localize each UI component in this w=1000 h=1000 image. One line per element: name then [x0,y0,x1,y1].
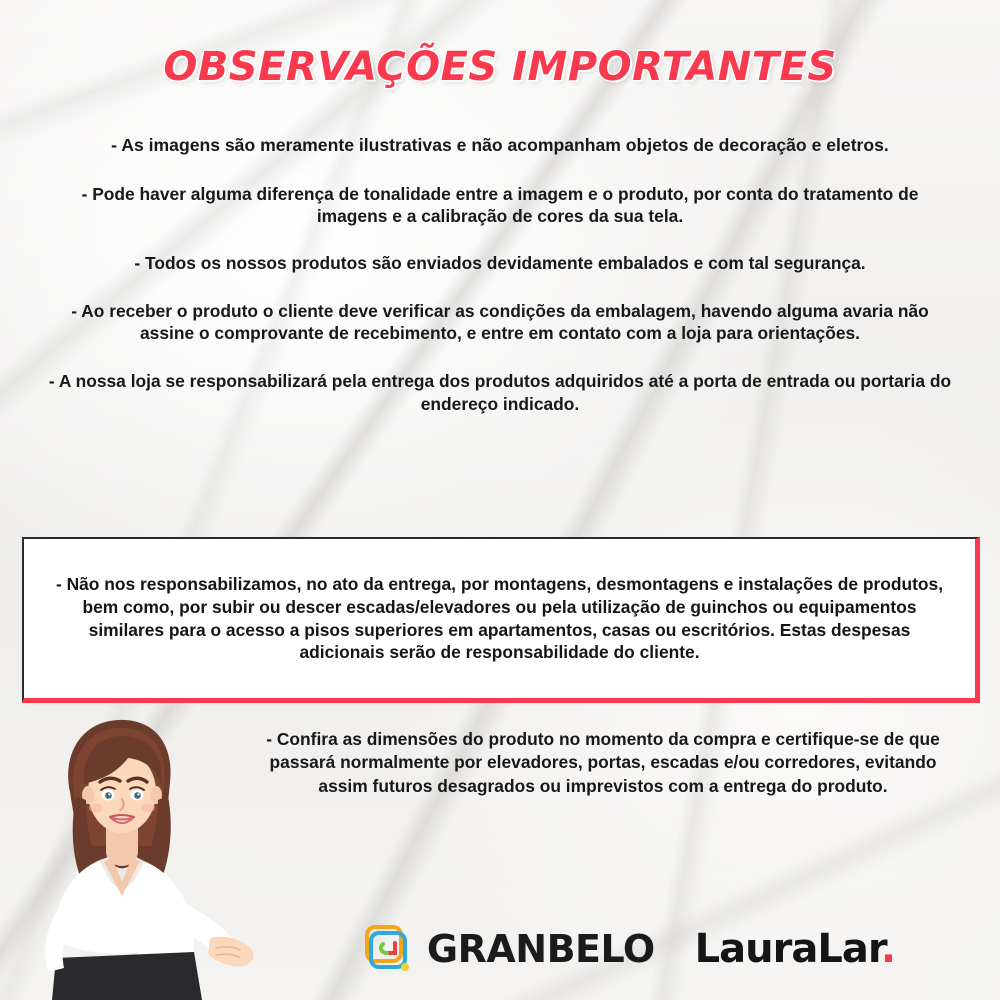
page-title: OBSERVAÇÕES IMPORTANTES [163,44,837,90]
granbelo-mark-icon [365,923,415,975]
highlight-text: - Não nos responsabilizamos, no ato da entrega, por montagens, desmontagens e instalações de produtos, bem como, por subir ou descer escadas/elevadores ou pela utilização de guinchos ou equipamentos similares para o acesso a pisos superiores em apartamentos, casas ou escritórios. Estas despesas adicionais serão de responsabilidade do cliente. [55,573,944,663]
lauralar-wordmark: LauraLar [694,926,881,972]
granbelo-wordmark: GRANBELO [426,927,655,971]
note-item: - Ao receber o produto o cliente deve verificar as condições da embalagem, havendo alguma avaria não assine o comprovante de recebimento, e entre em contato com a loja para orientações. [71,300,929,344]
note-item: - Todos os nossos produtos são enviados devidamente embalados e com tal segurança. [134,253,866,274]
lauralar-dot: . [880,926,896,972]
notes-list [18,134,982,433]
granbelo-logo [365,923,655,975]
final-note: - Confira as dimensões do produto no momento da compra e certifique-se de que passará normalmente por elevadores, portas, escadas e/ou corredores, evitando assim futuros desagrados ou imprevistos com a entrega do produto. [266,729,940,796]
lauralar-logo [695,926,895,972]
note-item: - As imagens são meramente ilustrativas e não acompanham objetos de decoração e eletros. [111,135,889,155]
woman-presenting-illustration [18,700,278,1000]
note-item: - Pode haver alguma diferença de tonalidade entre a imagem e o produto, por conta do tratamento de imagens e a calibração de cores da sua tela. [81,183,919,227]
logos-row [280,912,980,986]
highlight-box [22,537,980,703]
note-item: - A nossa loja se responsabilizará pela entrega dos produtos adquiridos até a porta de entrada ou portaria do endereço indicado. [48,370,952,414]
